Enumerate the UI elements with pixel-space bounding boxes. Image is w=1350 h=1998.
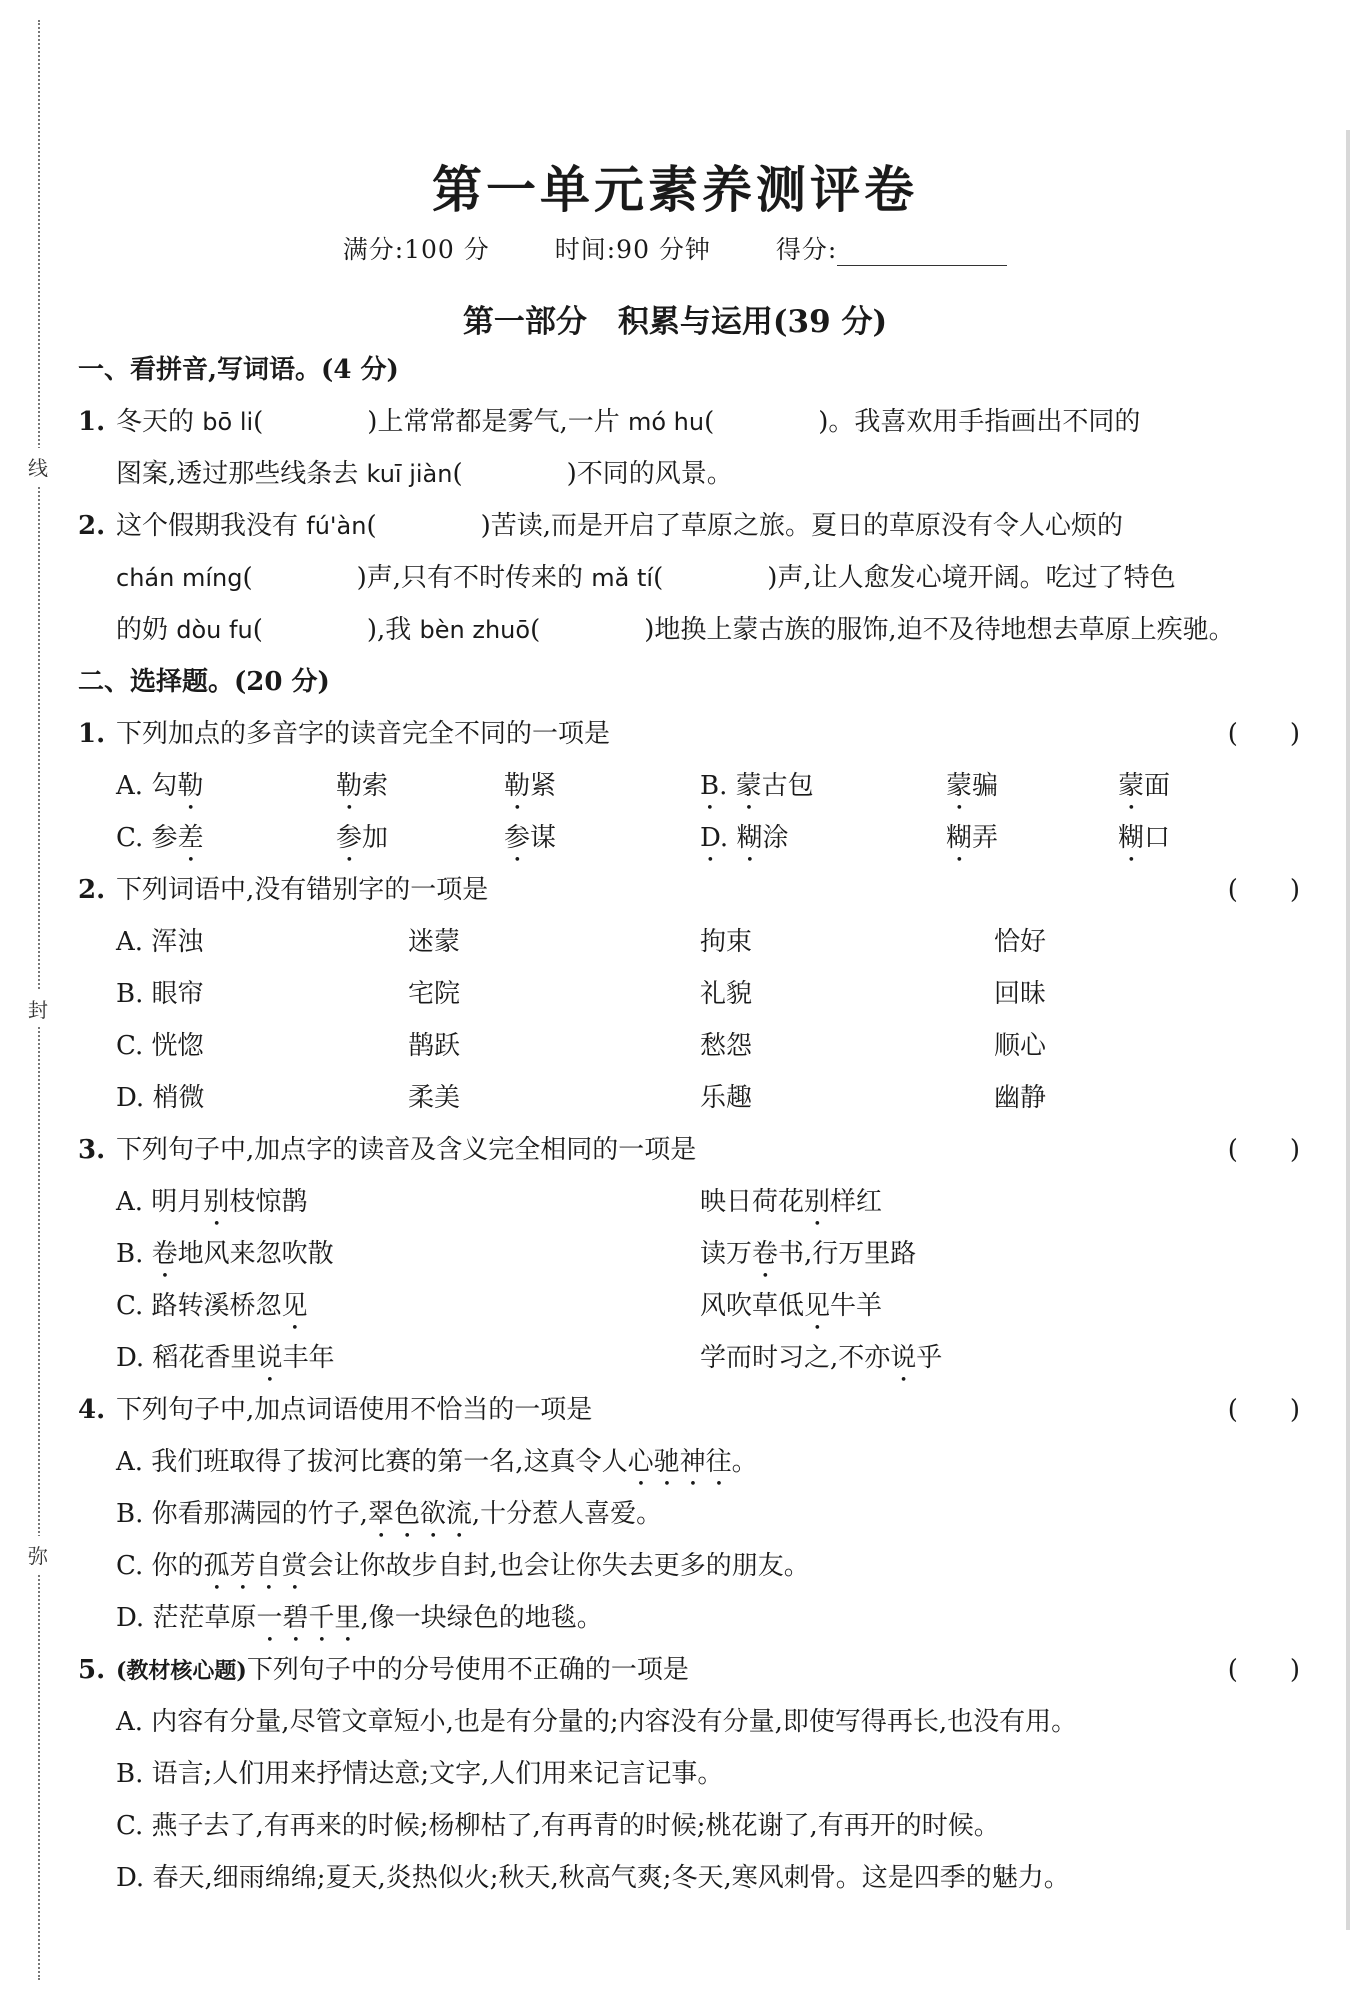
option-item: 宅院 bbox=[408, 979, 461, 1009]
option-item: 学而时习之,不亦说乎 bbox=[700, 1343, 943, 1373]
section-heading: 二、选择题。(20 分) bbox=[78, 667, 330, 697]
option-item: 蒙骗 bbox=[946, 771, 999, 801]
option-item: 读万卷书,行万里路 bbox=[700, 1239, 917, 1269]
page-edge-shadow bbox=[1346, 130, 1350, 1930]
question-text[interactable]: ( )声,只有不时传来的 bbox=[242, 563, 592, 593]
time-limit: 时间:90 分钟 bbox=[554, 235, 711, 264]
option-row bbox=[78, 1020, 1300, 1072]
question-line bbox=[78, 500, 1300, 552]
option-item: 回昧 bbox=[994, 979, 1047, 1009]
option-item: A. 勾勒 bbox=[116, 771, 204, 801]
question-text[interactable]: ( ),我 bbox=[252, 615, 420, 645]
option-item: C. 路转溪桥忽见 bbox=[116, 1291, 308, 1321]
option-item: 乐趣 bbox=[700, 1083, 753, 1113]
question-line bbox=[78, 396, 1300, 448]
question-text[interactable]: ( )上常常都是雾气,一片 bbox=[253, 407, 628, 437]
question-text: 下列词语中,没有错别字的一项是 bbox=[116, 875, 489, 905]
option-item: 恰好 bbox=[994, 927, 1047, 957]
question-text[interactable]: ( )苦读,而是开启了草原之旅。夏日的草原没有令人心烦的 bbox=[366, 511, 1124, 541]
option-row bbox=[78, 1176, 1300, 1228]
question-number: 5. bbox=[78, 1655, 106, 1685]
option-item: 愁怨 bbox=[700, 1031, 753, 1061]
option-item: 鹊跃 bbox=[408, 1031, 461, 1061]
option-row bbox=[78, 812, 1300, 864]
option-item: A. 明月别枝惊鹊 bbox=[116, 1187, 308, 1217]
exam-meta bbox=[0, 230, 1350, 266]
question-stem bbox=[78, 1384, 1300, 1436]
question-line bbox=[78, 604, 1300, 656]
option-item: 蒙面 bbox=[1118, 771, 1171, 801]
option-row bbox=[78, 916, 1300, 968]
pinyin: bō li bbox=[202, 408, 254, 436]
option-item: B. 眼帘 bbox=[116, 979, 204, 1009]
full-score: 满分:100 分 bbox=[342, 235, 490, 264]
question-text[interactable]: ( )声,让人愈发心境开阔。吃过了特色 bbox=[653, 563, 1176, 593]
question-number: 4. bbox=[78, 1395, 106, 1425]
margin-label-top: 线 bbox=[22, 448, 54, 485]
answer-blank[interactable]: ( ) bbox=[1227, 1135, 1300, 1165]
answer-blank[interactable]: ( ) bbox=[1227, 1395, 1300, 1425]
option-row: A. 我们班取得了拔河比赛的第一名,这真令人心驰神往。 bbox=[116, 1447, 758, 1477]
score-label: 得分: bbox=[775, 235, 838, 264]
question-stem bbox=[78, 708, 1300, 760]
question-stem bbox=[78, 1644, 1300, 1696]
option-item: 糊弄 bbox=[946, 823, 999, 853]
option-item: D. 稻花香里说丰年 bbox=[116, 1343, 335, 1373]
option-item: 顺心 bbox=[994, 1031, 1047, 1061]
option-row: D. 春天,细雨绵绵;夏天,炎热似火;秋天,秋高气爽;冬天,寒风刺骨。这是四季的魅力。 bbox=[116, 1863, 1070, 1893]
pinyin: bèn zhuō bbox=[419, 616, 531, 644]
option-item: A. 浑浊 bbox=[116, 927, 204, 957]
option-row: B. 语言;人们用来抒情达意;文字,人们用来记言记事。 bbox=[116, 1759, 724, 1789]
margin-label-bottom: 弥 bbox=[22, 1536, 54, 1573]
option-row: D. 茫茫草原一碧千里,像一块绿色的地毯。 bbox=[116, 1603, 603, 1633]
question-text: 的奶 bbox=[116, 615, 177, 645]
option-row bbox=[78, 968, 1300, 1020]
question-number: 1. bbox=[78, 719, 106, 749]
answer-blank[interactable]: ( ) bbox=[1227, 1655, 1300, 1685]
option-item: C. 恍惚 bbox=[116, 1031, 204, 1061]
option-item: D. 糊涂 bbox=[700, 823, 789, 853]
option-item: 参加 bbox=[336, 823, 389, 853]
option-item: 映日荷花别样红 bbox=[700, 1187, 883, 1217]
option-item: 糊口 bbox=[1118, 823, 1171, 853]
question-number: 3. bbox=[78, 1135, 106, 1165]
option-row: C. 你的孤芳自赏会让你故步自封,也会让你失去更多的朋友。 bbox=[116, 1551, 810, 1581]
question-text: 这个假期我没有 bbox=[116, 511, 307, 541]
question-tag: (教材核心题) bbox=[116, 1658, 247, 1684]
pinyin: mó hu bbox=[627, 408, 705, 436]
question-number: 2. bbox=[78, 511, 106, 541]
option-item: B. 卷地风来忽吹散 bbox=[116, 1239, 334, 1269]
question-text[interactable]: ( )。我喜欢用手指画出不同的 bbox=[704, 407, 1141, 437]
question-text: 图案,透过那些线条去 bbox=[116, 459, 367, 489]
pinyin: chán míng bbox=[116, 564, 243, 592]
question-line bbox=[78, 552, 1300, 604]
pinyin: kuī jiàn bbox=[366, 460, 453, 488]
question-line bbox=[78, 448, 1300, 500]
option-row: B. 你看那满园的竹子,翠色欲流,十分惹人喜爱。 bbox=[116, 1499, 663, 1529]
answer-blank[interactable]: ( ) bbox=[1227, 719, 1300, 749]
option-item: D. 梢微 bbox=[116, 1083, 205, 1113]
option-item: 幽静 bbox=[994, 1083, 1047, 1113]
question-text[interactable]: ( )地换上蒙古族的服饰,迫不及待地想去草原上疾驰。 bbox=[530, 615, 1235, 645]
option-item: B. 蒙古包 bbox=[700, 771, 814, 801]
option-item: C. 参差 bbox=[116, 823, 204, 853]
question-stem bbox=[78, 864, 1300, 916]
pinyin: mǎ tí bbox=[591, 564, 654, 592]
question-text: 冬天的 bbox=[116, 407, 203, 437]
option-item: 参谋 bbox=[504, 823, 557, 853]
question-number: 2. bbox=[78, 875, 106, 905]
exam-content bbox=[78, 344, 1300, 1904]
section-heading: 一、看拼音,写词语。(4 分) bbox=[78, 355, 399, 385]
option-item: 拘束 bbox=[700, 927, 753, 957]
option-item: 风吹草低见牛羊 bbox=[700, 1291, 883, 1321]
option-item: 勒紧 bbox=[504, 771, 557, 801]
question-stem bbox=[78, 1124, 1300, 1176]
question-text: 下列句子中,加点字的读音及含义完全相同的一项是 bbox=[116, 1135, 697, 1165]
question-text: 下列句子中的分号使用不正确的一项是 bbox=[246, 1655, 689, 1685]
option-item: 迷蒙 bbox=[408, 927, 461, 957]
option-row bbox=[78, 1072, 1300, 1124]
question-text: 下列加点的多音字的读音完全不同的一项是 bbox=[116, 719, 611, 749]
option-row bbox=[78, 1332, 1300, 1384]
option-row: C. 燕子去了,有再来的时候;杨柳枯了,有再青的时候;桃花谢了,有再开的时候。 bbox=[116, 1811, 1000, 1841]
pinyin: dòu fu bbox=[176, 616, 253, 644]
score-field bbox=[776, 235, 1007, 264]
option-item: 柔美 bbox=[408, 1083, 461, 1113]
question-text: 下列句子中,加点词语使用不恰当的一项是 bbox=[116, 1395, 593, 1425]
question-number: 1. bbox=[78, 407, 106, 437]
part-title: 第一部分 积累与运用(39 分) bbox=[462, 304, 888, 340]
option-row bbox=[78, 1280, 1300, 1332]
question-text[interactable]: ( )不同的风景。 bbox=[452, 459, 733, 489]
margin-label-middle: 封 bbox=[22, 990, 54, 1027]
answer-blank[interactable]: ( ) bbox=[1227, 875, 1300, 905]
option-item: 勒索 bbox=[336, 771, 389, 801]
option-row bbox=[78, 760, 1300, 812]
page-title: 第一单元素养测评卷 bbox=[432, 160, 918, 219]
score-blank[interactable] bbox=[837, 243, 1007, 266]
option-row: A. 内容有分量,尽管文章短小,也是有分量的;内容没有分量,即使写得再长,也没有用。 bbox=[116, 1707, 1078, 1737]
option-row bbox=[78, 1228, 1300, 1280]
pinyin: fú'àn bbox=[306, 512, 367, 540]
option-item: 礼貌 bbox=[700, 979, 753, 1009]
